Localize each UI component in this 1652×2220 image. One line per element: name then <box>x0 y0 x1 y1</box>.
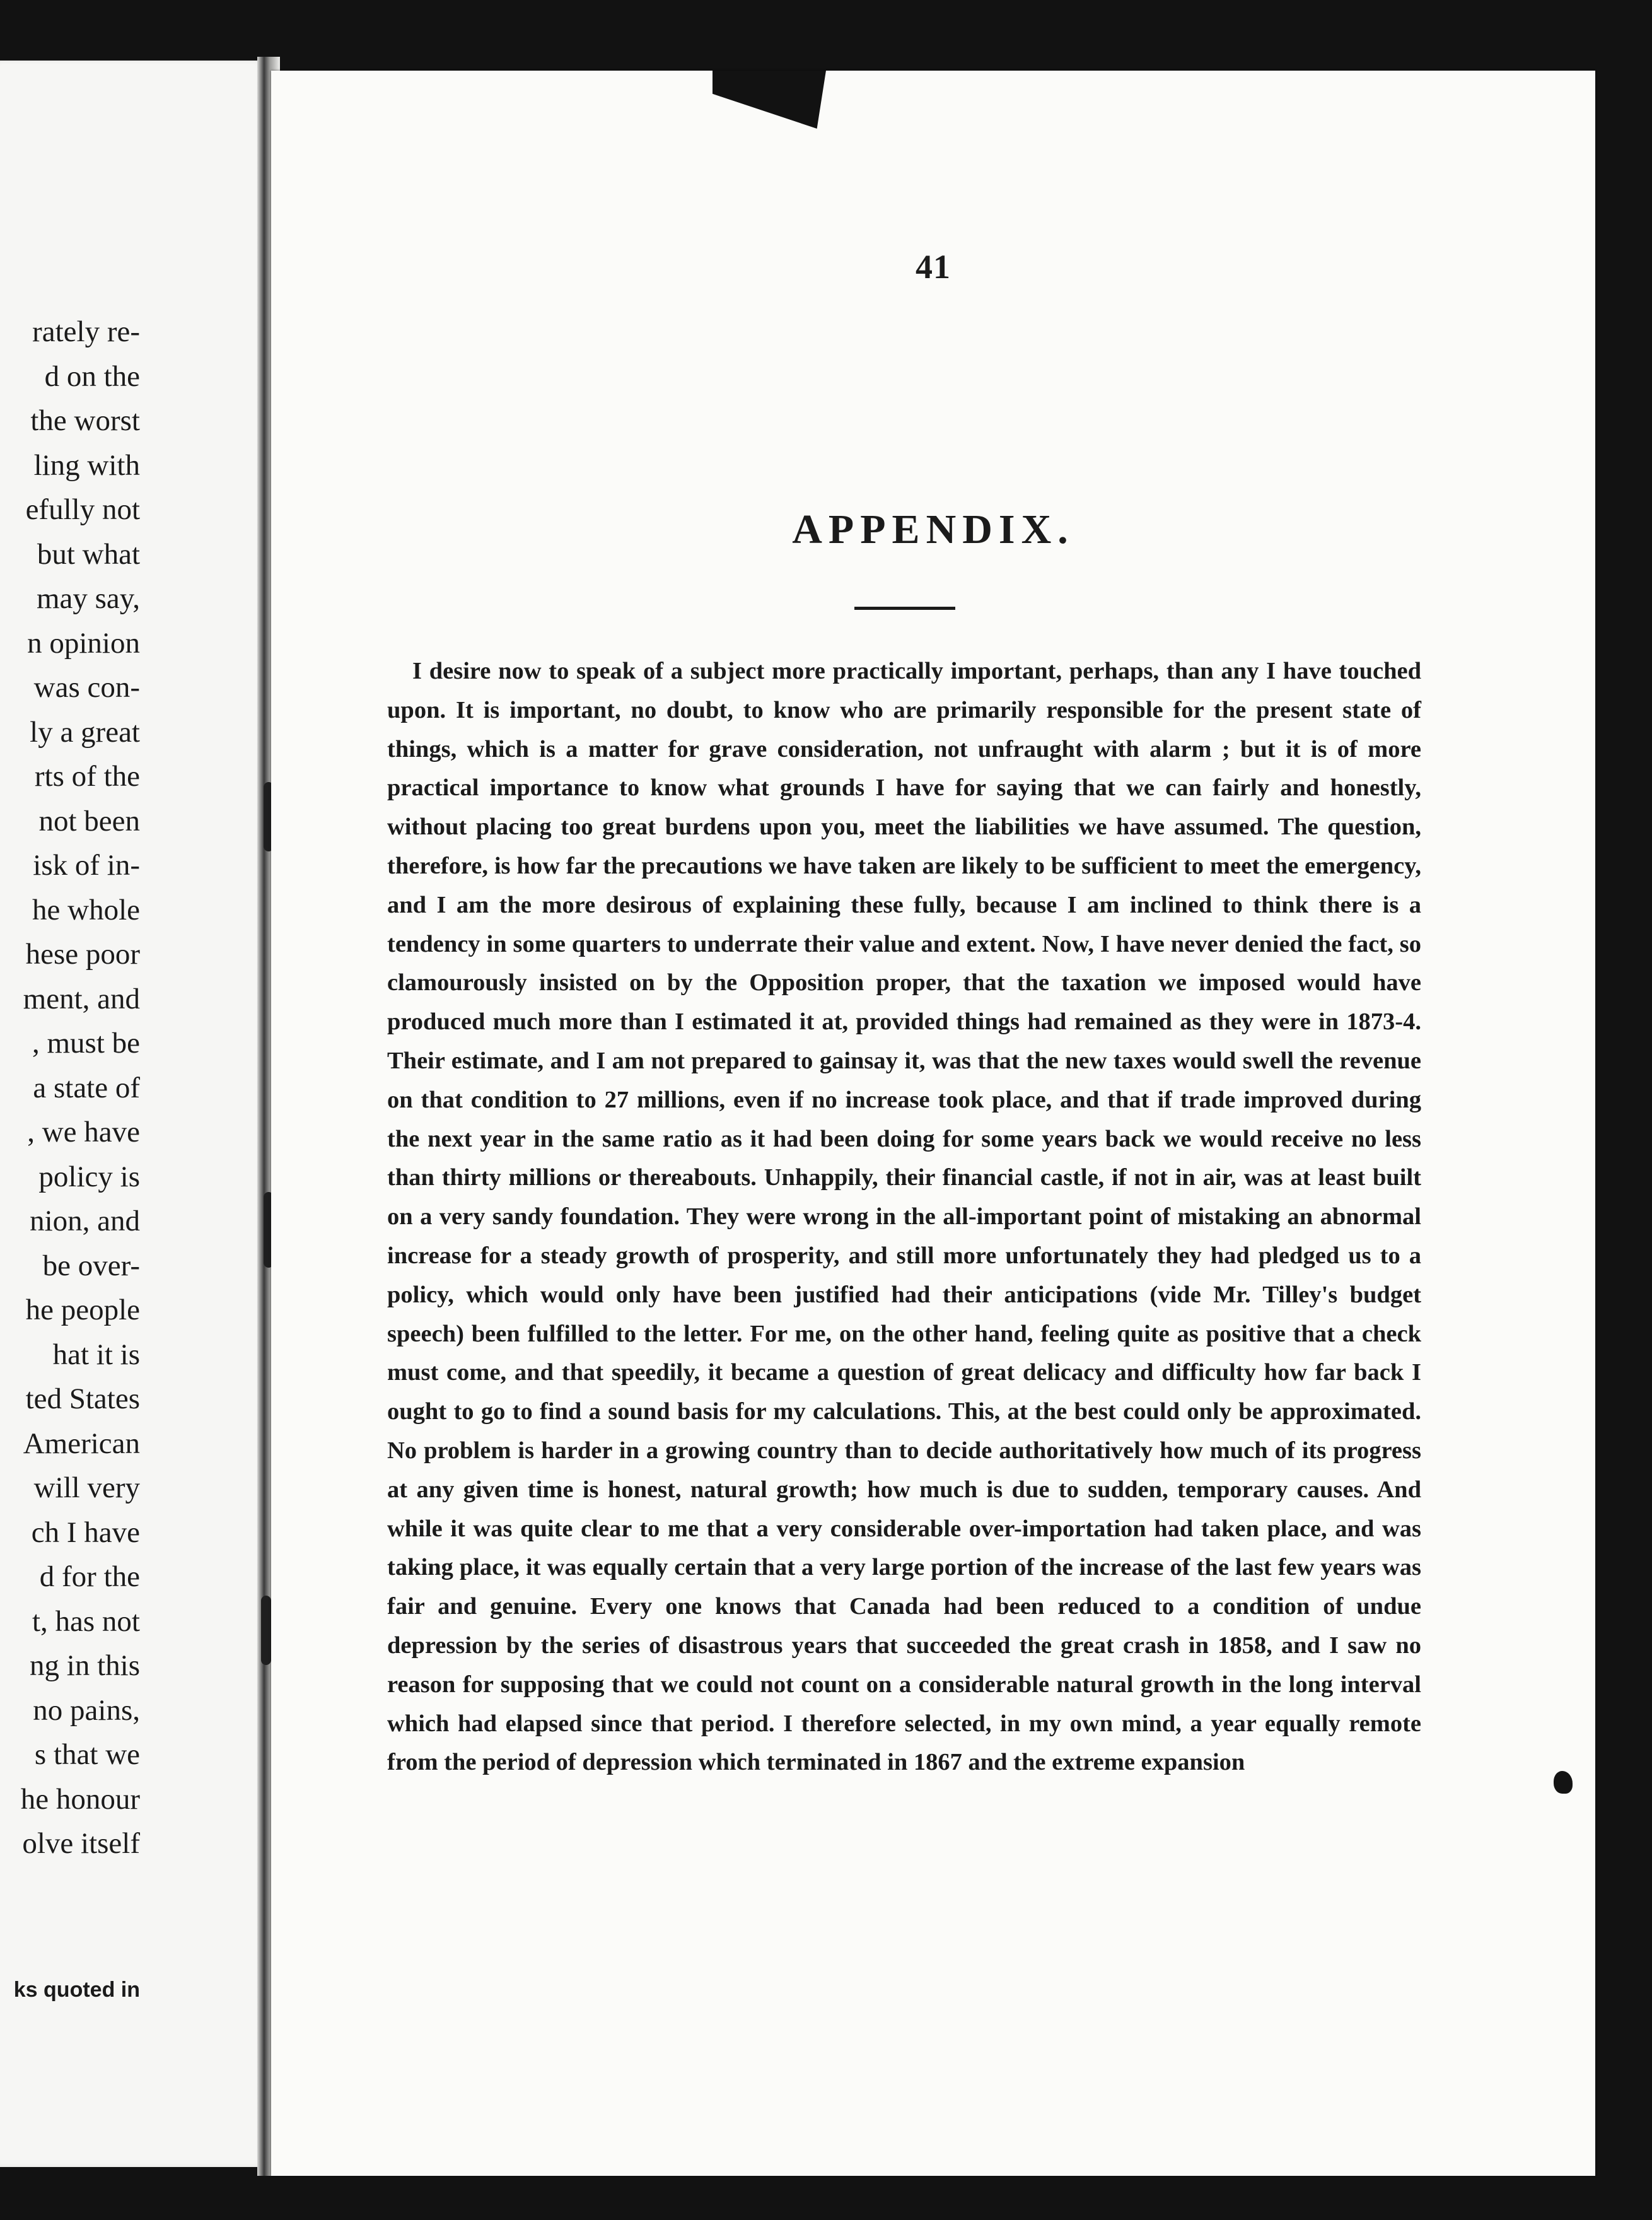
previous-page-line: ch I have <box>31 1516 140 1549</box>
previous-page-line: nion, and <box>30 1205 140 1237</box>
previous-page-line: policy is <box>38 1160 140 1193</box>
previous-page-fragment <box>0 61 264 2167</box>
previous-page-line: no pains, <box>33 1693 140 1727</box>
previous-page-line: ment, and <box>23 982 140 1015</box>
previous-page-line: n opinion <box>27 626 140 660</box>
previous-page-line: the worst <box>30 404 140 437</box>
previous-page-line: he people <box>25 1294 140 1326</box>
previous-page-line: a state of <box>33 1071 140 1104</box>
gutter-clip-mark <box>261 1596 271 1665</box>
previous-page-line: he whole <box>32 893 140 926</box>
previous-page-line: isk of in- <box>33 849 140 882</box>
previous-page-line: rts of the <box>34 760 140 793</box>
previous-page-line: will very <box>33 1471 140 1504</box>
torn-page-edge <box>713 71 826 129</box>
previous-page-line: d on the <box>44 359 140 393</box>
page-number: 41 <box>916 248 951 286</box>
previous-page-line: be over- <box>42 1249 140 1282</box>
previous-page-line: ng in this <box>30 1649 140 1682</box>
previous-page-line: may say, <box>36 582 140 615</box>
previous-page-line: but what <box>37 537 140 571</box>
previous-page-line: was con- <box>33 671 140 704</box>
previous-page-line: ly a great <box>30 715 140 749</box>
previous-page-line: t, has not <box>32 1604 140 1638</box>
previous-page-line: s that we <box>34 1738 140 1771</box>
title-divider <box>854 607 955 610</box>
previous-page-line: olve itself <box>22 1827 140 1860</box>
previous-page-footnote: ks quoted in <box>13 1978 140 2002</box>
previous-page-line: he honour <box>20 1782 140 1816</box>
previous-page-line: American <box>23 1427 140 1460</box>
previous-page-line: hat it is <box>52 1338 140 1371</box>
previous-page-line: not been <box>38 804 140 838</box>
previous-page-line: efully not <box>25 493 140 526</box>
previous-page-line: ted States <box>25 1382 140 1415</box>
previous-page-text <box>0 310 140 1866</box>
previous-page-line: ling with <box>33 448 140 482</box>
previous-page-line: , we have <box>27 1116 140 1148</box>
previous-page-line: , must be <box>32 1027 140 1060</box>
page-title: APPENDIX. <box>792 506 1074 552</box>
previous-page-line: hese poor <box>25 938 140 971</box>
document-page <box>271 71 1595 2176</box>
body-paragraph: I desire now to speak of a subject more practically important, perhaps, than any I have touched upon. It is important, no doubt, to know who are primarily responsible for the present state of things, which is a matter for grave consideration, not unfraught with alarm ; but it is of more practical importance to know what grounds I have for saying that we can fairly and honestly, without placing too great burdens upon you, meet the liabilities we have assumed. The question, therefore, is how far the precautions we have taken are likely to be sufficient to meet the emergency, and I am the more desirous of explaining these fully, because I am inclined to think there is a tendency in some quarters to underrate their value and extent. Now, I have never denied the fact, so clamourously insisted on by the Opposition proper, that the taxation we imposed would have produced much more than I estimated it at, provided things had remained as they were in 1873-4. Their estimate, and I am not prepared to gainsay it, was that the new taxes would swell the revenue on that condition to 27 millions, even if no increase took place, and that if trade improved during the next year in the same ratio as it had been doing for some years back we would receive no less than thirty millions or thereabouts. Unhappily, their financial castle, if not in air, was at least built on a very sandy foundation. They were wrong in the all-important point of mistaking an abnormal increase for a steady growth of prosperity, and still more unfortunately they had pledged us to a policy, which would only have been justified had their anticipations (vide Mr. Tilley's budget speech) been fulfilled to the letter. For me, on the other hand, feeling quite as positive that a check must come, and that speedily, it became a question of great delicacy and difficulty how far back I ought to go to find a sound basis for my calculations. This, at the best could only be approximated. No problem is harder in a growing country than to decide authoritatively how much of its progress at any given time is honest, natural growth; how much is due to sudden, temporary causes. And while it was quite clear to me that a very considerable over-importation had taken place, and was taking place, it was equally certain that a very large portion of the increase of the last few years was fair and genuine. Every one knows that Canada had been reduced to a condition of undue depression by the series of disastrous years that succeeded the great crash in 1858, and I saw no reason for supposing that we could not count on a considerable natural growth in the long interval which had elapsed since that period. I therefore selected, in my own mind, a year equally remote from the period of depression which terminated in 1867 and the extreme expansion <box>387 658 1421 1776</box>
previous-page-line: rately re- <box>32 315 140 348</box>
previous-page-line: d for the <box>39 1560 140 1593</box>
ink-blot <box>1554 1771 1573 1794</box>
